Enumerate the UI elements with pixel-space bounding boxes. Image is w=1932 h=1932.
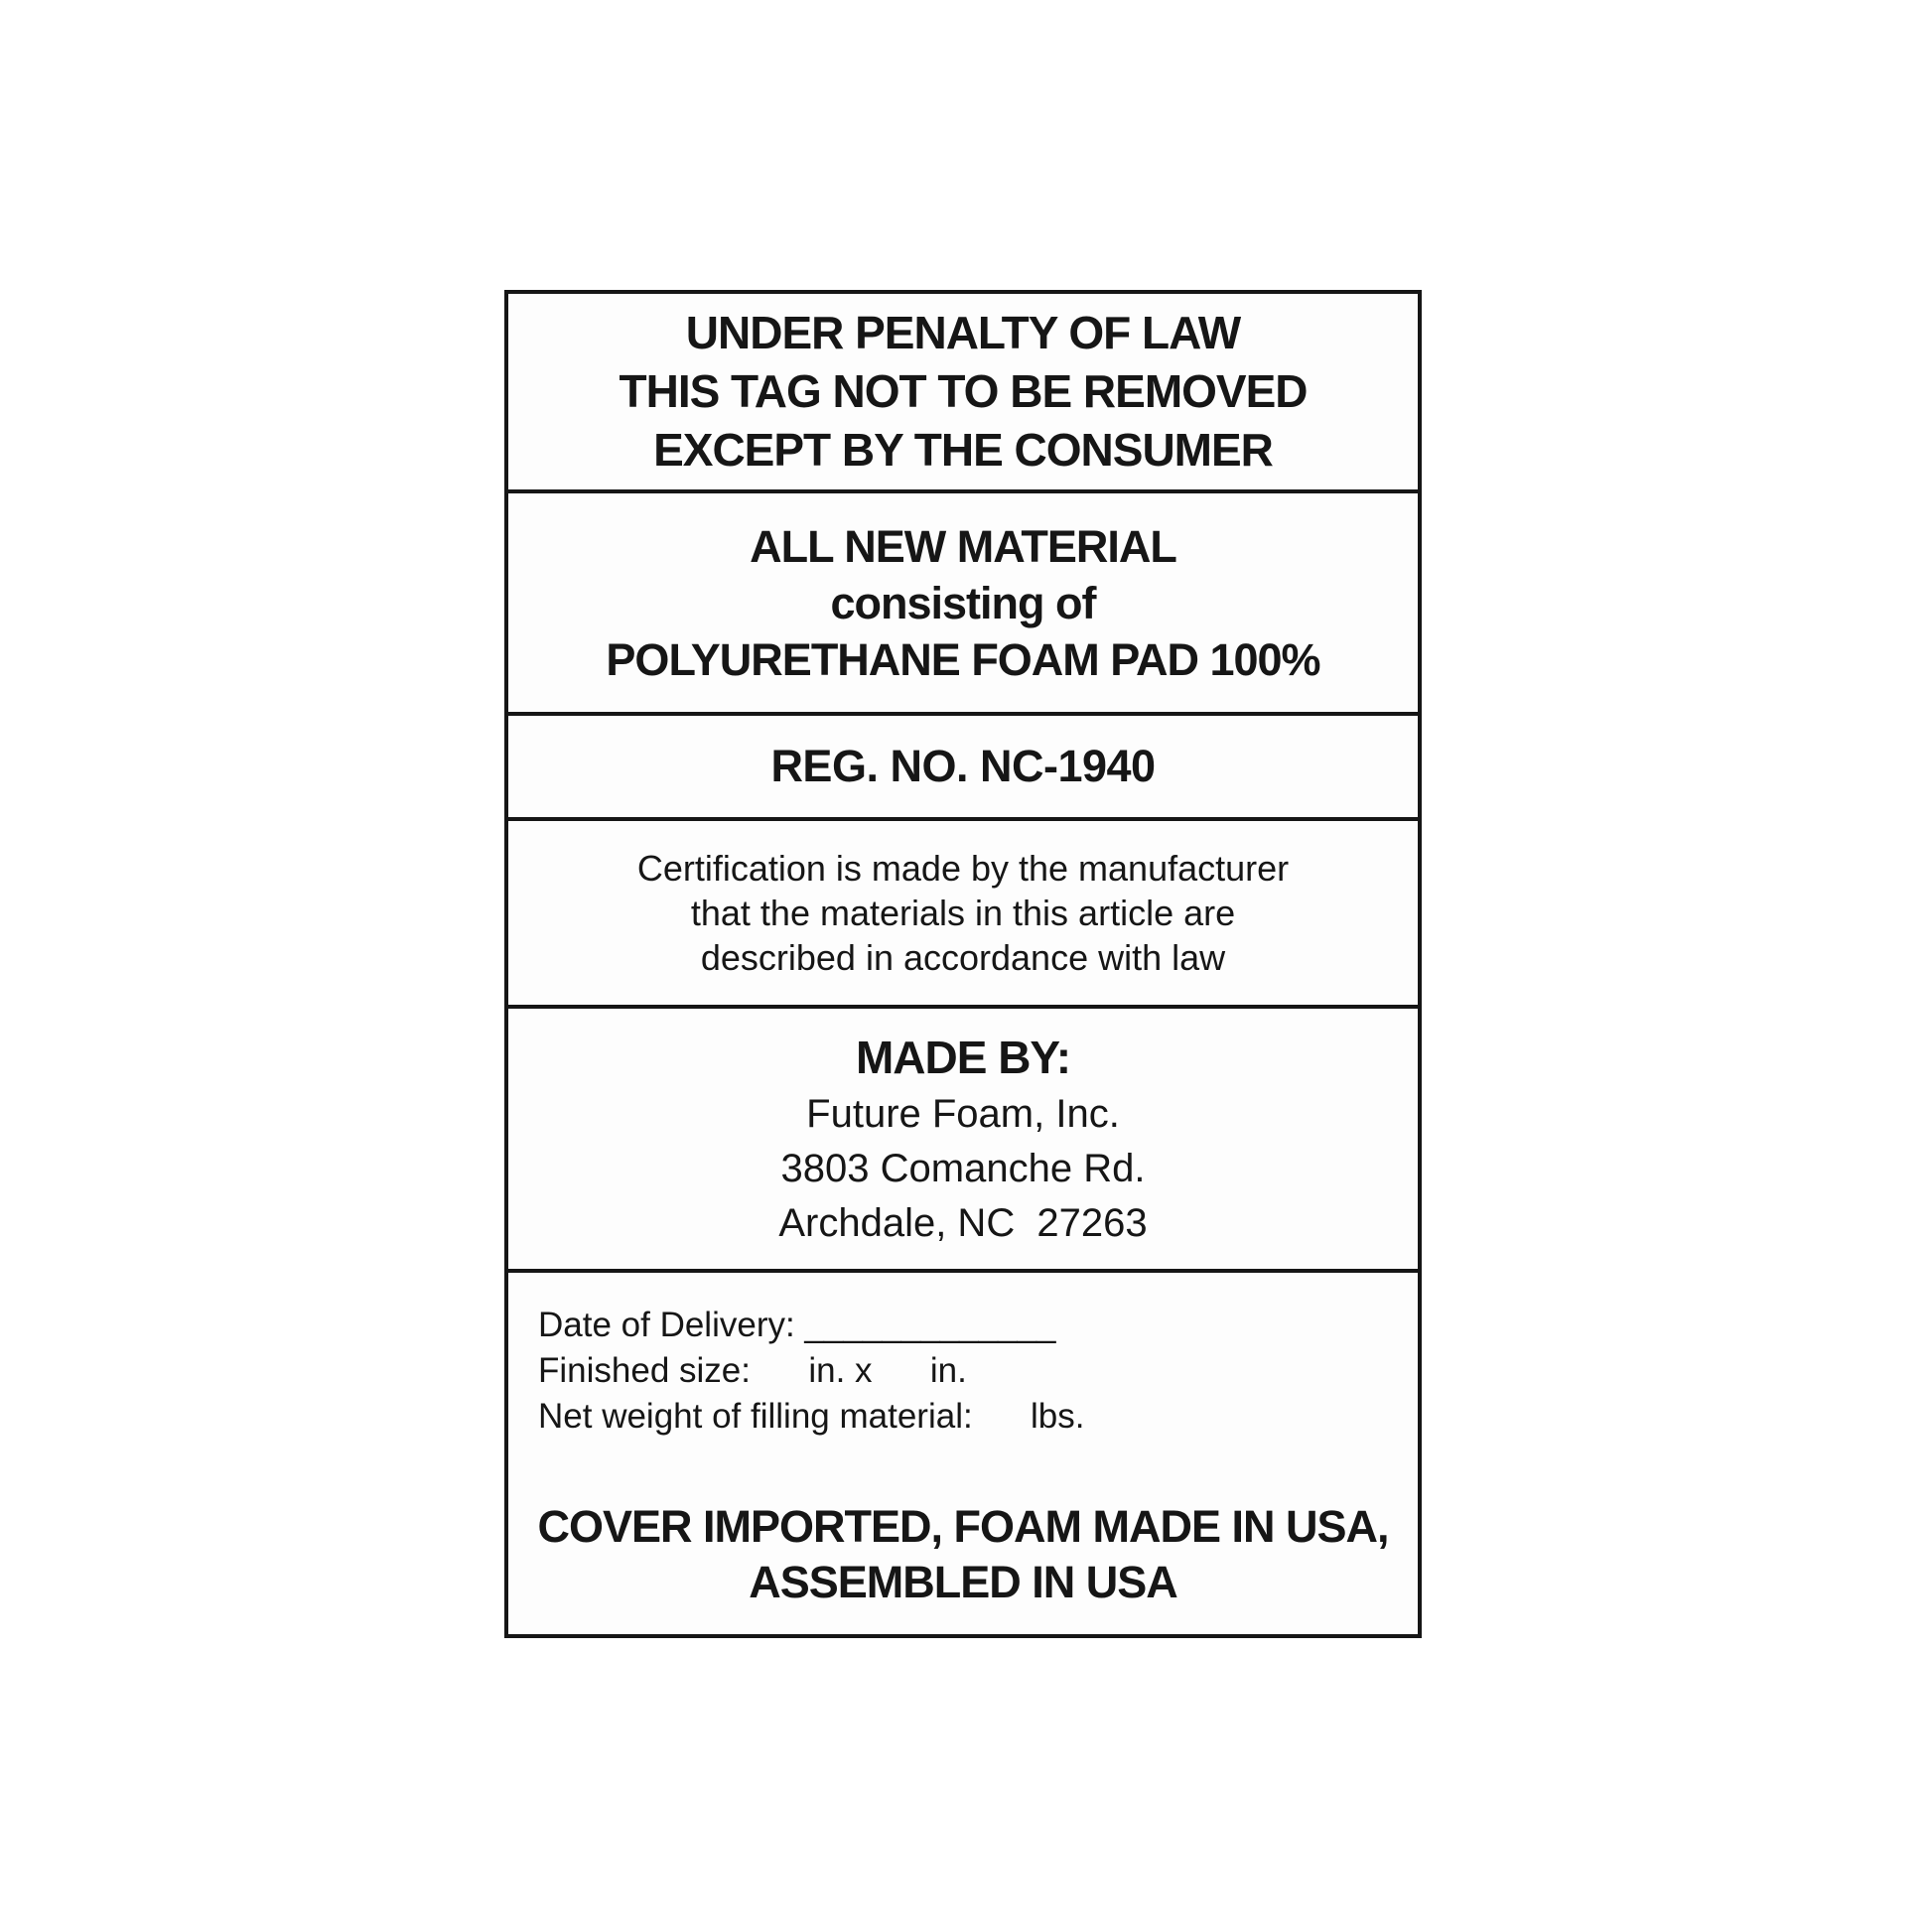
penalty-section (508, 294, 1418, 493)
manufacturer-street: 3803 Comanche Rd. (780, 1146, 1146, 1190)
origin-line-2: ASSEMBLED IN USA (749, 1557, 1177, 1607)
penalty-line-1: UNDER PENALTY OF LAW (685, 307, 1241, 358)
material-line-2: consisting of (830, 577, 1096, 628)
penalty-line-2: THIS TAG NOT TO BE REMOVED (619, 365, 1308, 417)
made-by-heading: MADE BY: (855, 1031, 1071, 1083)
certification-line-2: that the materials in this article are (690, 893, 1236, 933)
manufacturer-city: Archdale, NC 27263 (778, 1200, 1148, 1245)
registration-section (508, 716, 1418, 821)
origin-line-1: COVER IMPORTED, FOAM MADE IN USA, (537, 1501, 1389, 1552)
certification-section (508, 821, 1418, 1009)
material-line-1: ALL NEW MATERIAL (750, 520, 1176, 572)
net-weight-line: Net weight of filling material: lbs. (538, 1397, 1085, 1436)
penalty-line-3: EXCEPT BY THE CONSUMER (653, 424, 1273, 476)
registration-number: REG. NO. NC-1940 (770, 741, 1156, 791)
material-line-3: POLYURETHANE FOAM PAD 100% (606, 633, 1320, 685)
made-by-section (508, 1009, 1418, 1273)
finished-size-line: Finished size: in. x in. (538, 1351, 967, 1390)
fill-in-details (508, 1273, 1418, 1440)
date-of-delivery-line: Date of Delivery: _____________ (538, 1306, 1056, 1344)
details-section (508, 1273, 1418, 1630)
material-section (508, 493, 1418, 716)
certification-line-3: described in accordance with law (700, 937, 1226, 978)
law-tag-label (504, 290, 1422, 1638)
certification-line-1: Certification is made by the manufacturer (636, 848, 1290, 889)
manufacturer-name: Future Foam, Inc. (806, 1091, 1120, 1136)
origin-statement (508, 1499, 1418, 1630)
